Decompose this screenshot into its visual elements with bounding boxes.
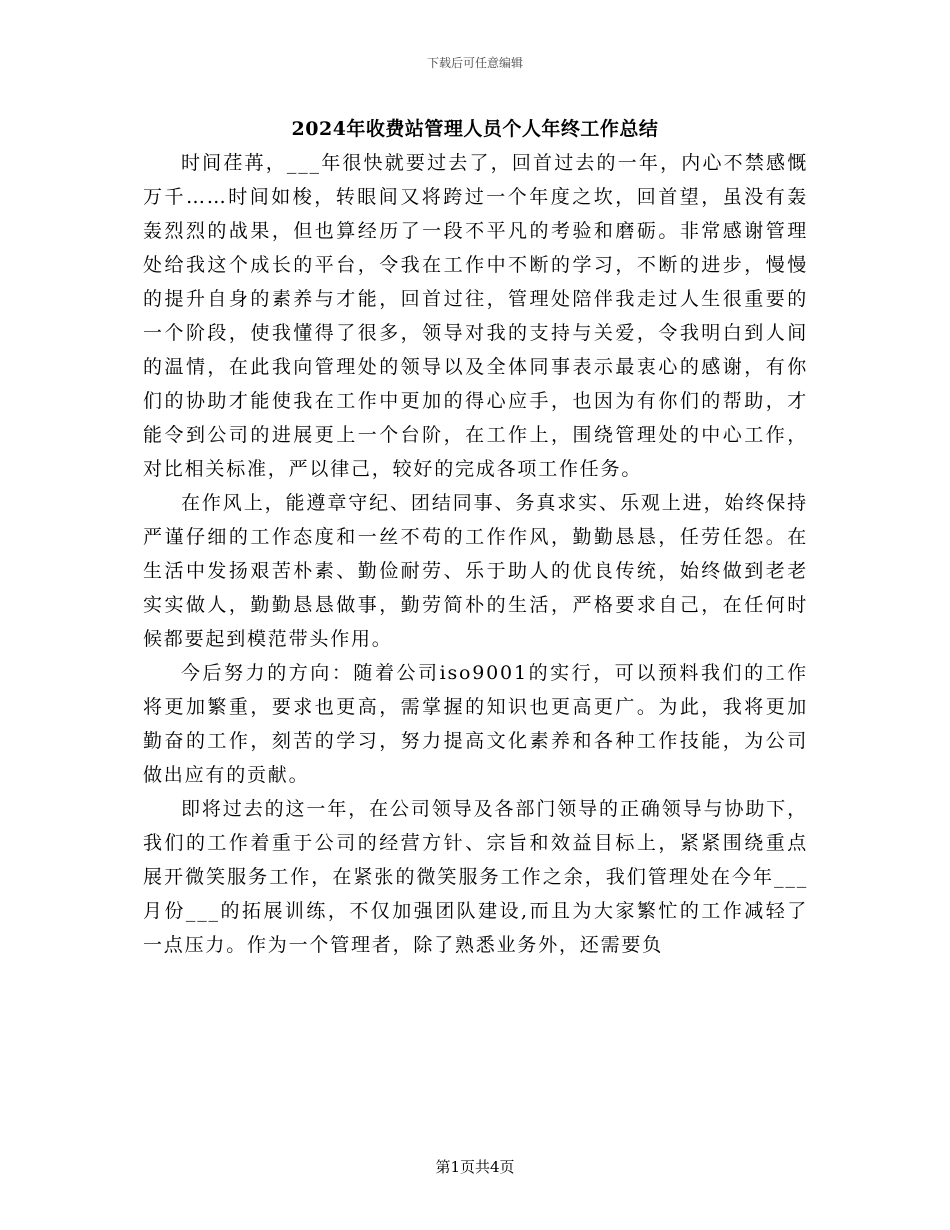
paragraph-2: 在作风上，能遵章守纪、团结同事、务真求实、乐观上进，始终保持严谨仔细的工作态度和一丝不苟的工作作风，勤勤恳恳，任劳任怨。在生活中发扬艰苦朴素、勤俭耐劳、乐于助人的优良传统，始终做到老老实实做人，勤勤恳恳做事，勤劳简朴的生活，严格要求自己，在任何时候都要起到模范带头作用。 (143, 492, 808, 650)
page-number: 第1页共4页 (435, 1158, 515, 1176)
paragraph-3: 今后努力的方向：随着公司iso9001的实行，可以预料我们的工作将更加繁重，要求也更高，需掌握的知识也更高更广。为此，我将更加勤奋的工作，刻苦的学习，努力提高文化素养和各种工作技能，为公司做出应有的贡献。 (143, 662, 808, 786)
paragraph-4: 即将过去的这一年，在公司领导及各部门领导的正确领导与协助下，我们的工作着重于公司的经营方针、宗旨和效益目标上，紧紧围绕重点展开微笑服务工作，在紧张的微笑服务工作之余，我们管理处在今年___月份___的拓展训练，不仅加强团队建设,而且为大家繁忙的工作减轻了一点压力。作为一个管理者，除了熟悉业务外，还需要负 (143, 798, 808, 956)
document-title: 2024年收费站管理人员个人年终工作总结 (291, 118, 659, 140)
document-body (143, 146, 808, 962)
page-header-note: 下载后可任意编辑 (426, 56, 523, 70)
paragraph-1: 时间荏苒，___年很快就要过去了，回首过去的一年，内心不禁感慨万千……时间如梭，转眼间又将跨过一个年度之坎，回首望，虽没有轰轰烈烈的战果，但也算经历了一段不平凡的考验和磨砺。非常感谢管理处给我这个成长的平台，令我在工作中不断的学习，不断的进步，慢慢的提升自身的素养与才能，回首过往，管理处陪伴我走过人生很重要的一个阶段，使我懂得了很多，领导对我的支持与关爱，令我明白到人间的温情，在此我向管理处的领导以及全体同事表示最衷心的感谢，有你们的协助才能使我在工作中更加的得心应手，也因为有你们的帮助，才能令到公司的进展更上一个台阶，在工作上，围绕管理处的中心工作，对比相关标准，严以律己，较好的完成各项工作任务。 (143, 152, 808, 480)
